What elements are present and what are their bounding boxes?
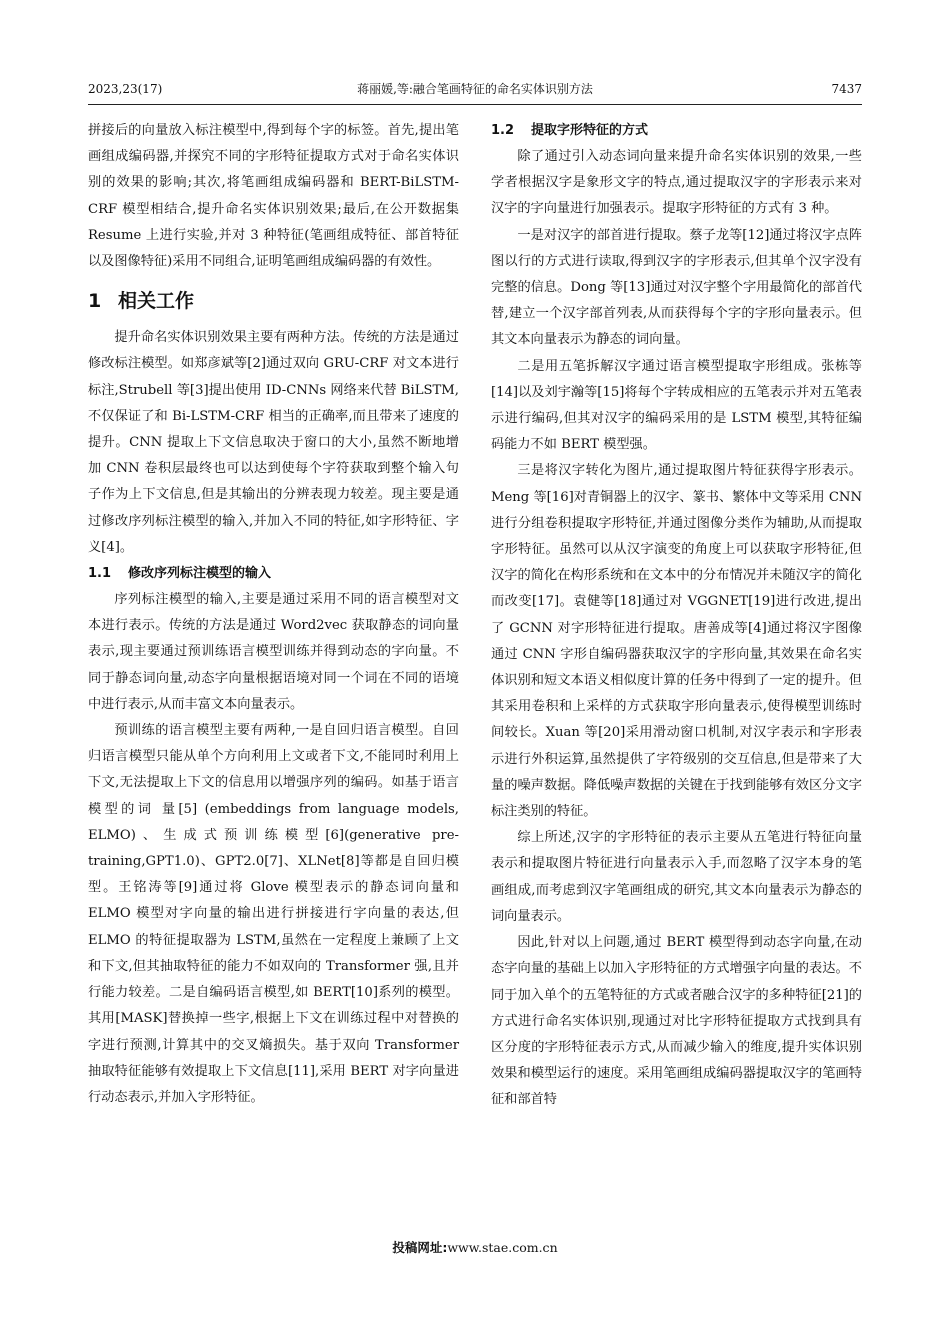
paragraph-continuation: 拼接后的向量放入标注模型中,得到每个字的标签。首先,提出笔画组成编码器,并探究不同的字形特征提取方式对于命名实体识别的效果的影响;其次,将笔画组成编码器和 BERT-BiLSTM-CRF 模型相结合,提升命名实体识别效果;最后,在公开数据集 Resume 上进行实验,并对 3 种特征(笔画组成特征、部首特征以及图像特征)采用不同组合,证明笔画组成编码器的有效性。 [88,123,459,270]
header-rule [88,104,862,105]
subsection-number: 1.1 [88,566,112,582]
paragraph: 除了通过引入动态词向量来提升命名实体识别的效果,一些学者根据汉字是象形文字的特点,通过提取汉字的字形表示来对汉字的字向量进行加强表示。提取字形特征的方式有 3 种。 [491,149,862,217]
running-header [88,80,862,98]
section-number: 1 [88,290,102,313]
paragraph: 提升命名实体识别效果主要有两种方法。传统的方法是通过修改标注模型。如郑彦斌等[2]通过双向 GRU-CRF 对文本进行标注,Strubell 等[3]提出使用 ID-CNNs 网络来代替 BiLSTM,不仅保证了和 Bi-LSTM-CRF 相当的正确率,而且带来了速度的提升。CNN 提取上下文信息取决于窗口的大小,虽然不断地增加 CNN 卷积层最终也可以达到使每个字符获取到整个输入句子作为上下文信息,但是其输出的分辨表现力较差。现主要是通过修改序列标注模型的输入,并加入不同的特征,如字形特征、字义[4]。 [88,330,459,555]
paragraph: 三是将汉字转化为图片,通过提取图片特征获得字形表示。Meng 等[16]对青铜器上的汉字、篆书、繁体中文等采用 CNN 进行分组卷积提取字形特征,并通过图像分类作为辅助,从而提取字形特征。虽然可以从汉字演变的角度上可以获取字形特征,但汉字的简化在构形系统和在文本中的分布情况并未随汉字的简化而改变[17]。袁健等[18]通过对 VGGNET[19]进行改进,提出了 GCNN 对字形特征进行提取。唐善成等[4]通过将汉字图像通过 CNN 字形自编码器获取汉字的字形向量,其效果在命名实体识别和短文本语义相似度计算的任务中得到了一定的提升。但其采用卷积和上采样的方式获取字形向量表示,使得模型训练时间较长。Xuan 等[20]采用滑动窗口机制,对汉字表示和字形表示进行外积运算,虽然提供了字符级别的交互信息,但是带来了大量的噪声数据。降低噪声数据的关键在于找到能够有效区分文字标注类别的特征。 [491,463,862,820]
submission-footer [0,1238,950,1256]
left-column [88,118,459,1111]
paragraph: 一是对汉字的部首进行提取。蔡子龙等[12]通过将汉字点阵图以行的方式进行读取,得到汉字的字形表示,但其单个汉字没有完整的信息。Dong 等[13]通过对汉字整个字用最简化的部首代替,建立一个汉字部首列表,从而获得每个字的字形向量表示。但其文本向量表示为静态的词向量。 [491,227,862,348]
footer-label: 投稿网址: [392,1240,448,1255]
subsection-heading [491,118,862,144]
section-title: 相关工作 [118,290,195,313]
subsection-title: 修改序列标注模型的输入 [128,566,272,582]
section-heading [88,285,459,317]
subsection-number: 1.2 [491,123,515,138]
paragraph: 因此,针对以上问题,通过 BERT 模型得到动态字向量,在动态字向量的基础上以加入字形特征的方式增强字向量的表达。不同于加入单个的五笔特征的方式或者融合汉字的多种特征[21]的方式进行命名实体识别,现通过对比字形特征提取方式找到具有区分度的字形特征表示方式,从而减少输入的维度,提升实体识别效果和模型运行的速度。采用笔画组成编码器提取汉字的笔画特征和部首特 [491,935,862,1108]
paragraph: 序列标注模型的输入,主要是通过采用不同的语言模型对文本进行表示。传统的方法是通过 Word2vec 获取静态的词向量表示,现主要通过预训练语言模型训练并得到动态的字向量。不同于静态词向量,动态字向量根据语境对同一个词在不同的语境中进行表示,从而丰富文本向量表示。 [88,592,459,712]
paragraph: 二是用五笔拆解汉字通过语言模型提取字形组成。张栋等[14]以及刘宇瀚等[15]将每个字转成相应的五笔表示并对五笔表示进行编码,但其对汉字的编码采用的是 LSTM 模型,其特征编码能力不如 BERT 模型强。 [491,358,862,453]
subsection-title: 提取字形特征的方式 [531,123,649,138]
right-column [491,118,862,1114]
page-number: 7437 [831,82,862,96]
running-title: 蒋丽媛,等:融合笔画特征的命名实体识别方法 [357,82,593,96]
subsection-heading [88,561,459,587]
footer-url[interactable]: www.stae.com.cn [447,1240,558,1255]
journal-volume: 2023,23(17) [88,82,163,96]
paragraph: 综上所述,汉字的字形特征的表示主要从五笔进行特征向量表示和提取图片特征进行向量表示入手,而忽略了汉字本身的笔画组成,而考虑到汉字笔画组成的研究,其文本向量表示为静态的词向量表示。 [491,830,862,924]
paragraph: 预训练的语言模型主要有两种,一是自回归语言模型。自回归语言模型只能从单个方向利用上文或者下文,不能同时利用上下文,无法提取上下文的信息用以增强序列的编码。如基于语言模型的词 量[5] (embeddings from language models, ELMO)、生成式预训练模型[6](generative pre-training,GPT1.0)、GPT2.0[7]、XLNet[8]等都是自回归模型。王铭涛等[9]通过将 Glove 模型表示的静态词向量和 ELMO 模型对字向量的输出进行拼接进行字向量的表达,但 ELMO 的特征提取器为 LSTM,虽然在一定程度上兼顾了上文和下文,但其抽取特征的能力不如双向的 Transformer 强,且并行能力较差。二是自编码语言模型,如 BERT[10]系列的模型。其用[MASK]替换掉一些字,根据上下文在训练过程中对替换的字进行预测,计算其中的交叉熵损失。基于双向 Transformer 抽取特征能够有效提取上下文信息[11],采用 BERT 对字向量进行动态表示,并加入字形特征。 [88,723,459,1105]
